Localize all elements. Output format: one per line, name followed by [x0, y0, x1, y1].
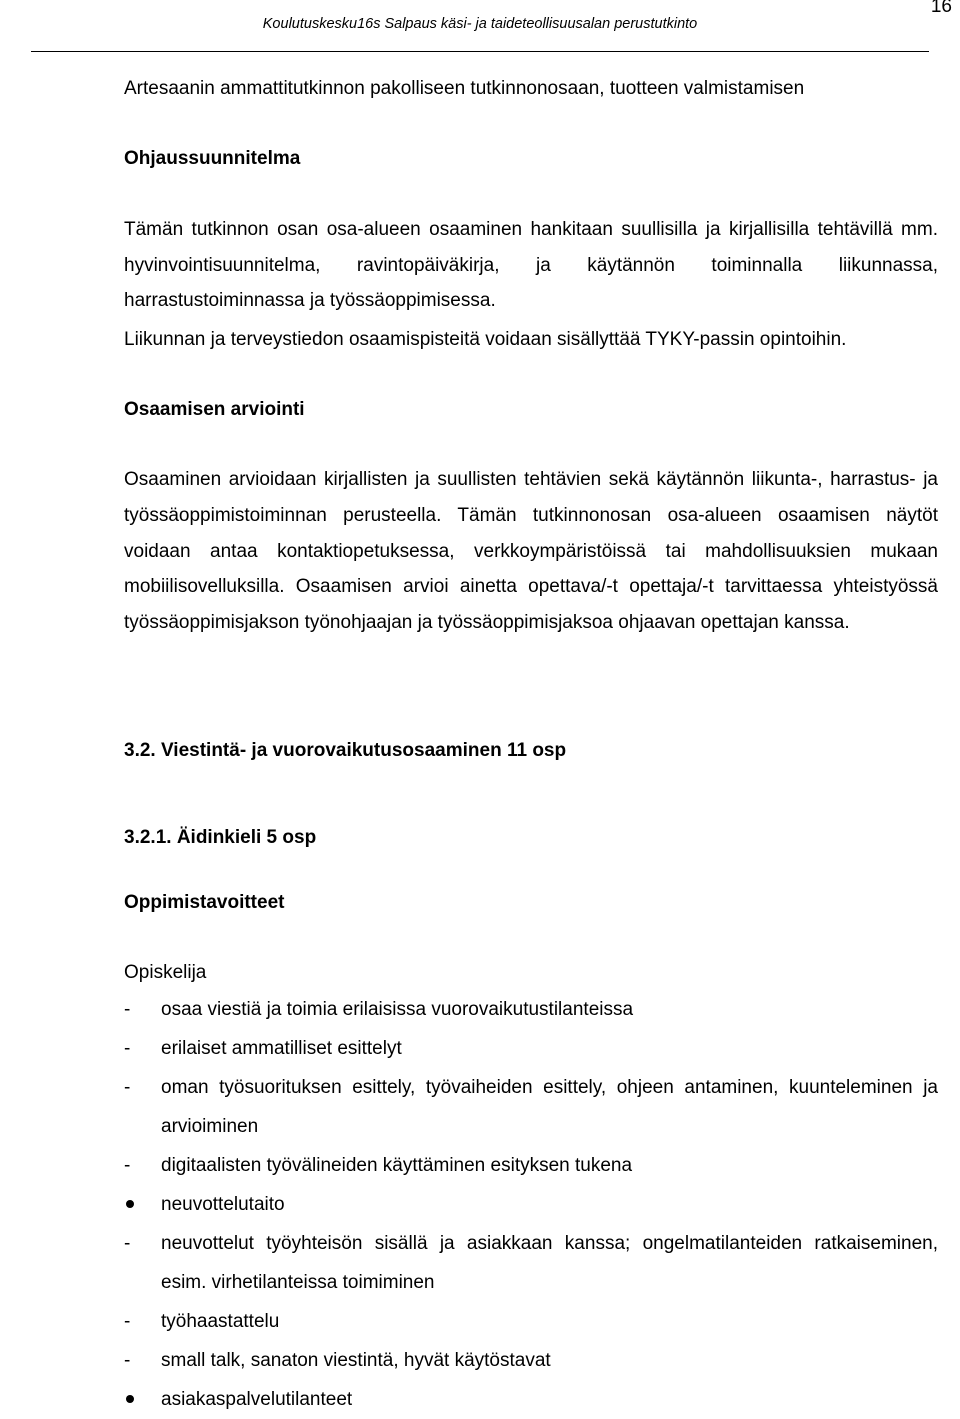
list-item-text: neuvottelutaito — [161, 1194, 285, 1215]
list-item-text: osaa viestiä ja toimia erilaisissa vuorovaikutustilanteissa — [161, 999, 634, 1020]
list-item — [124, 1146, 938, 1185]
dash-marker: - — [124, 1077, 131, 1098]
header-divider — [31, 51, 929, 52]
dash-marker: - — [124, 1233, 131, 1254]
running-header: Koulutuskesku16s Salpaus käsi- ja taideteollisuusalan perustutkinto — [262, 16, 698, 32]
list-item-text: asiakaspalvelutilanteet — [161, 1389, 353, 1410]
dash-marker: - — [124, 1350, 131, 1371]
list-item — [124, 1380, 938, 1419]
dash-marker: - — [124, 1038, 131, 1059]
list-item-text: small talk, sanaton viestintä, hyvät käytöstavat — [161, 1350, 551, 1371]
plan-note: Liikunnan ja terveystiedon osaamispisteitä voidaan sisällyttää TYKY-passin opintoihin. — [124, 329, 847, 350]
list-item — [124, 1029, 938, 1068]
bullet-dot-icon — [126, 1395, 134, 1403]
objectives-list — [124, 990, 938, 1419]
dash-marker: - — [124, 1155, 131, 1176]
dash-marker: - — [124, 1311, 131, 1332]
bullet-dot-icon — [126, 1200, 134, 1208]
list-item-text: digitaalisten työvälineiden käyttäminen esityksen tukena — [161, 1155, 633, 1176]
list-item-text: työhaastattelu — [161, 1311, 280, 1332]
dash-marker: - — [124, 999, 131, 1020]
list-item — [124, 1185, 938, 1224]
list-item — [124, 1302, 938, 1341]
assessment-paragraph: Osaaminen arvioidaan kirjallisten ja suullisten tehtävien sekä käytännön liikunta-, harrastus- ja työssäoppimistoiminnan perusteella. Tämän tutkinnonosan osa-alueen osaamisen näytöt voidaan antaa kontaktiopetuksessa, verkkoympäristöissä tai mahdollisuuksien mukaan mobiilisovelluksilla. Osaamisen arvioi ainetta opettava/-t opettaja/-t tarvittaessa yhteistyössä työssäoppimisjakson työnohjaajan ja työssäoppimisjaksoa ohjaavan opettajan kanssa. — [124, 469, 938, 634]
list-item-text: neuvottelut työyhteisön sisällä ja asiakkaan kanssa; ongelmatilanteiden ratkaiseminen, esim. virhetilanteissa toimiminen — [161, 1233, 938, 1293]
section-heading: 3.2. Viestintä- ja vuorovaikutusosaaminen 11 osp — [124, 740, 567, 761]
plan-paragraph: Tämän tutkinnon osan osa-alueen osaaminen hankitaan suullisilla ja kirjallisilla tehtävillä mm. hyvinvointisuunnitelma, ravintopäiväkirja, ja käytännön toiminnalla liikunnassa, harrastustoiminnassa ja työssäoppimisessa. — [124, 219, 938, 311]
list-item — [124, 1341, 938, 1380]
assessment-heading: Osaamisen arviointi — [124, 399, 305, 420]
list-item — [124, 990, 938, 1029]
objectives-heading: Oppimistavoitteet — [124, 892, 285, 913]
list-item — [124, 1224, 938, 1302]
page-number: 16 — [930, 0, 952, 17]
list-item-text: oman työsuorituksen esittely, työvaiheiden esittely, ohjeen antaminen, kuunteleminen ja arvioiminen — [161, 1077, 938, 1137]
list-item-text: erilaiset ammatilliset esittelyt — [161, 1038, 402, 1059]
learner-label: Opiskelija — [124, 962, 207, 983]
list-item — [124, 1068, 938, 1146]
intro-title: Artesaanin ammattitutkinnon pakolliseen tutkinnonosaan, tuotteen valmistamisen — [124, 78, 805, 99]
plan-heading: Ohjaussuunnitelma — [124, 148, 301, 169]
subsection-heading: 3.2.1. Äidinkieli 5 osp — [124, 827, 317, 848]
